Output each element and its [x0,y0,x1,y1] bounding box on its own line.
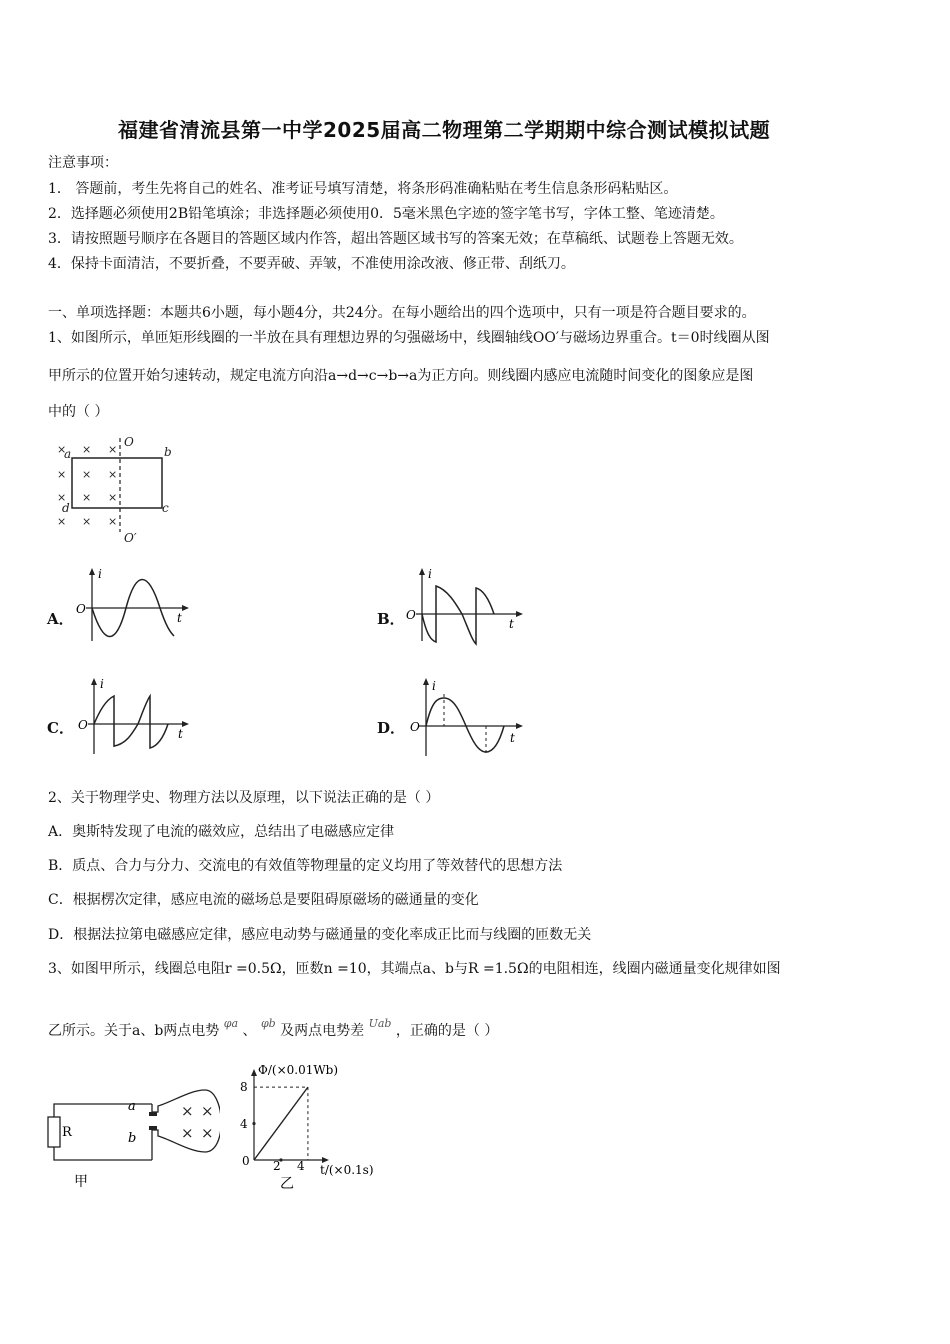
origin-label: O [78,718,88,732]
notice-item-1: 1． 答题前，考生先将自己的姓名、准考证号填写清楚，将条形码准确粘贴在考生信息条形码粘贴区。 [48,181,678,197]
field-x-mark: × [57,515,67,528]
label-d: d [62,501,70,515]
phi-b-symbol: φb [260,1017,276,1030]
axis-t-label: t [510,731,515,745]
curve-c [94,696,168,748]
field-x-mark: × [82,443,92,456]
axis-i-label: i [98,567,102,581]
field-x-mark: × [201,1124,214,1142]
origin-label: O [76,602,86,616]
label-b: b [164,445,172,459]
field-x-mark: × [57,491,67,504]
q1-stem-line1: 1、如图所示，单匝矩形线圈的一半放在具有理想边界的匀强磁场中，线圈轴线OO′与磁场边界重合。t＝0时线圈从图 [48,330,770,346]
axis-i-label: i [428,567,432,581]
q1-option-c-label[interactable]: C． [47,719,74,737]
field-x-mark: × [57,443,67,456]
curve-d [426,698,504,752]
terminal-b-label: b [128,1131,137,1146]
field-x-mark: × [108,491,118,504]
q3-stem-line1: 3、如图甲所示，线圈总电阻r =0.5Ω，匝数n =10，其端点a、b与R =1.5Ω的电阻相连，线圈内磁通量变化规律如图 [48,961,781,977]
axis-t-label: t [178,727,183,741]
q1-option-b-label[interactable]: B． [377,610,405,628]
figure-jia-caption: 甲 [74,1174,88,1190]
q1-option-d-label[interactable]: D． [377,719,406,737]
q2-stem: 2、关于物理学史、物理方法以及原理，以下说法正确的是（ ） [48,790,440,806]
axis-t-label: t [177,611,182,625]
label-o-top: O [124,435,134,449]
q1-option-a-label[interactable]: A． [47,610,74,628]
y-tick-8: 8 [240,1080,248,1094]
q3-text-b: 及两点电势差 [280,1023,365,1039]
y-axis-arrow [251,1069,257,1076]
u-ab-symbol: Uab [368,1017,392,1030]
field-x-mark: × [57,468,67,481]
field-x-mark: × [181,1102,194,1120]
curve-b [422,586,494,644]
y-tick-mark-4 [252,1122,255,1125]
q2-option-c[interactable]: C．根据楞次定律，感应电流的磁场总是要阻碍原磁场的磁通量的变化 [48,892,479,908]
x-tick-4: 4 [297,1159,305,1173]
q2-option-b[interactable]: B．质点、合力与分力、交流电的有效值等物理量的定义均用了等效替代的思想方法 [48,858,563,874]
page-title: 福建省清流县第一中学2025届高二物理第二学期期中综合测试模拟试题 [118,118,771,142]
figure-yi-caption: 乙 [280,1176,294,1192]
label-o-bottom: O′ [124,531,137,545]
q3-stem-line2 [48,1017,499,1040]
field-x-mark: × [181,1124,194,1142]
q1-option-b-graph[interactable] [404,566,529,646]
notice-item-3: 3．请按照题号顺序在各题目的答题区域内作答，超出答题区域书写的答案无效；在草稿纸、试题卷上答题无效。 [48,231,743,247]
terminal-a-label: a [128,1099,136,1114]
field-x-mark: × [82,468,92,481]
notice-item-2: 2．选择题必须使用2B铅笔填涂；非选择题必须使用0．5毫米黑色字迹的签字笔书写，字体工整、笔迹清楚。 [48,206,724,222]
q3-text-c: ，正确的是（ ） [395,1023,499,1039]
phi-a-symbol: φa [223,1017,239,1030]
q1-option-c-graph[interactable] [74,676,194,756]
flux-line [254,1087,308,1160]
resistor-r [48,1117,60,1147]
field-x-mark: × [108,468,118,481]
q3-sep: 、 [242,1023,257,1039]
axis-i-label: i [100,677,104,691]
q1-option-d-graph[interactable] [404,676,529,761]
field-x-mark: × [82,515,92,528]
axis-i-label: i [432,679,436,693]
section-heading: 一、单项选择题：本题共6小题，每小题4分，共24分。在每小题给出的四个选项中，只有一项是符合题目要求的。 [48,305,756,321]
x-tick-2: 2 [273,1159,281,1173]
q3-circuit-figure [40,1082,220,1192]
y-tick-4: 4 [240,1117,248,1131]
y-tick-0: 0 [242,1154,250,1168]
origin-label: O [410,720,420,734]
field-x-mark: × [108,443,118,456]
q1-stem-line2: 甲所示的位置开始匀速转动，规定电流方向沿a→d→c→b→a为正方向。则线圈内感应电流随时间变化的图象应是图 [48,368,754,384]
q3-text-a: 乙所示。关于a、b两点电势 [48,1023,220,1039]
notice-item-4: 4．保持卡面清洁，不要折叠，不要弄破、弄皱，不准使用涂改液、修正带、刮纸刀。 [48,256,575,272]
q2-option-d[interactable]: D．根据法拉第电磁感应定律，感应电动势与磁通量的变化率成正比而与线圈的匝数无关 [48,927,592,943]
label-c: c [162,501,169,515]
field-x-mark: × [201,1102,214,1120]
chart-xlabel: t/(×0.1s) [320,1163,374,1177]
q3-flux-chart [236,1058,396,1193]
q1-stem-line3: 中的（ ） [48,404,109,420]
axis-t-label: t [509,617,514,631]
q1-coil-figure [50,432,185,547]
origin-label: O [406,608,416,622]
label-a: a [64,447,72,461]
field-x-mark: × [82,491,92,504]
q1-option-a-graph[interactable] [74,566,194,646]
q2-option-a[interactable]: A．奥斯特发现了电流的磁效应，总结出了电磁感应定律 [48,824,395,840]
chart-ylabel: Φ/(×0.01Wb) [258,1063,339,1077]
resistor-label: R [62,1125,72,1140]
notice-heading: 注意事项： [48,155,118,171]
field-x-mark: × [108,515,118,528]
